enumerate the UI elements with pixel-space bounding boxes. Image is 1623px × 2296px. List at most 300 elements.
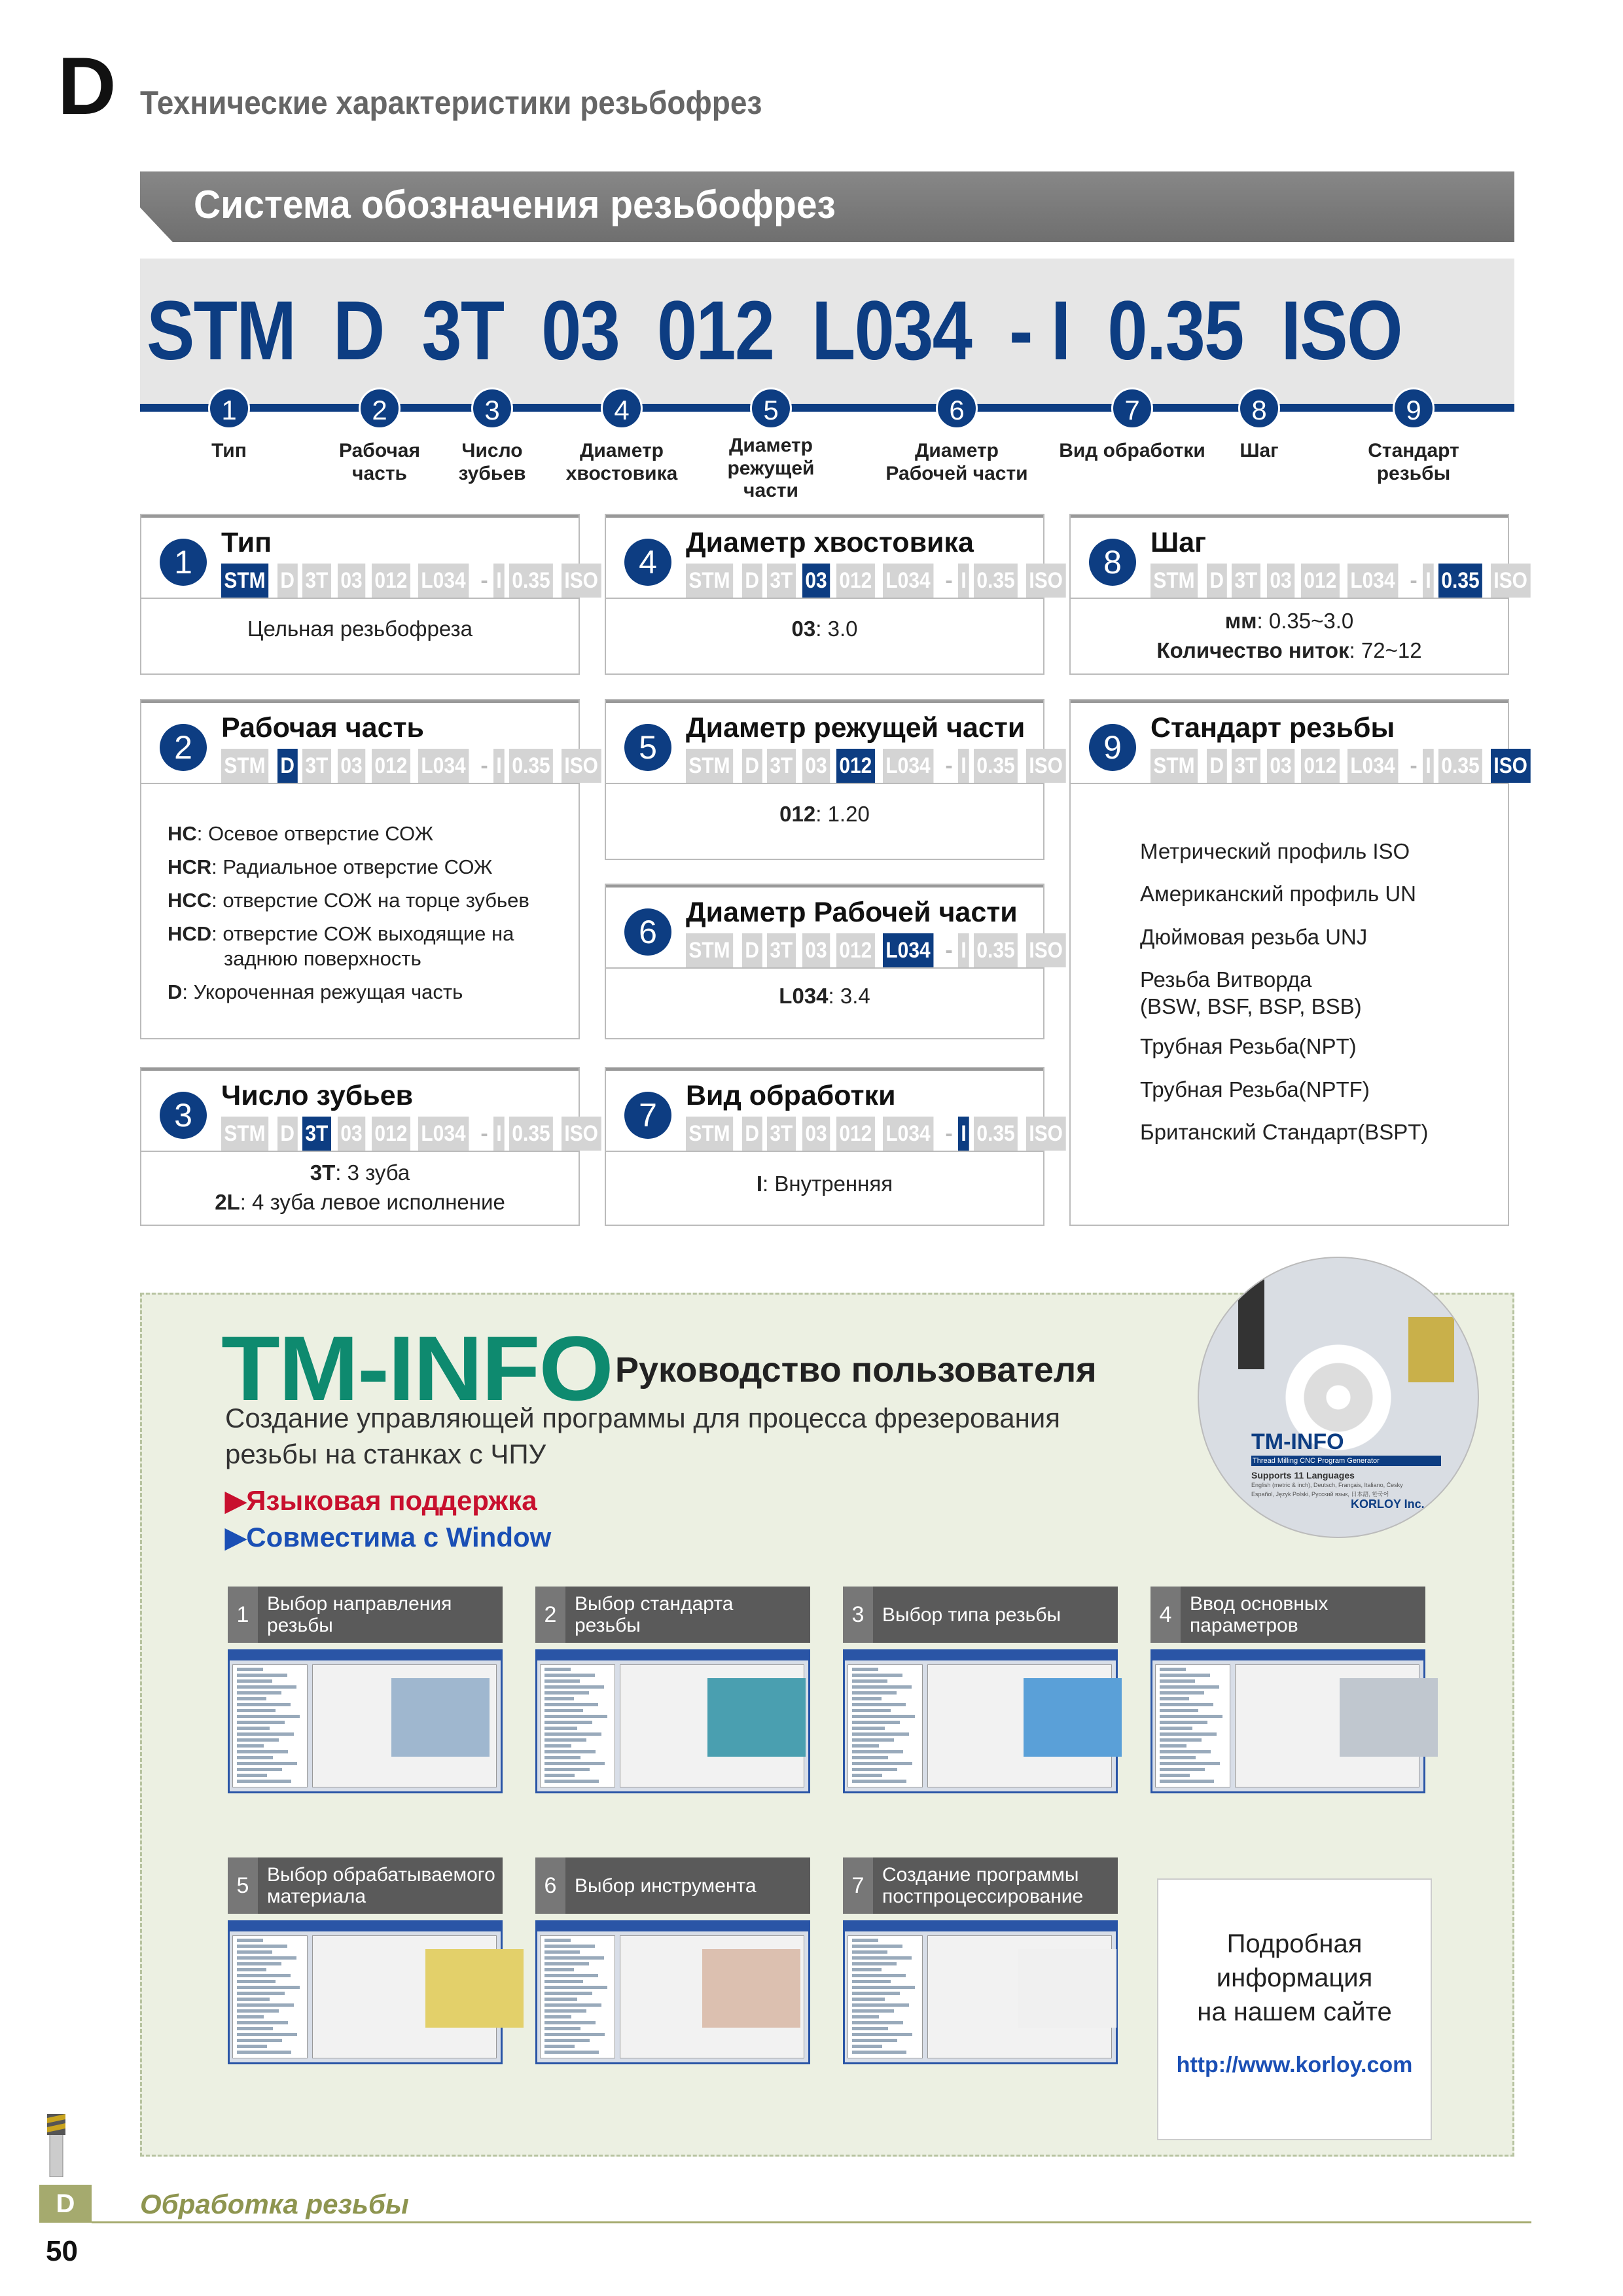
window-titlebar (1152, 1651, 1423, 1660)
tree-row (544, 1756, 580, 1759)
card-title: Вид обработки (686, 1080, 896, 1111)
code-segment: ISO (1026, 564, 1065, 598)
tree-row (852, 2027, 888, 2030)
value-text: : 1.20 (815, 802, 870, 826)
preview-image (707, 1678, 806, 1757)
code-dash: - (945, 568, 953, 593)
feature-windows: ▶Совместима с Window (225, 1522, 552, 1552)
code-dash: - (1410, 753, 1418, 778)
footer-title: Обработка резьбы (140, 2189, 409, 2219)
card-body (141, 1158, 579, 1217)
content-pane (312, 1935, 497, 2058)
step-5 (228, 1857, 503, 1914)
step-number: 2 (535, 1587, 565, 1643)
tree-row (852, 2039, 897, 2042)
tree-row (1160, 1774, 1190, 1777)
code-dash: - (945, 1121, 953, 1146)
card-c4 (605, 514, 1063, 675)
code-segment: 0.35 (974, 1117, 1018, 1151)
tree-row (1160, 1780, 1214, 1783)
code-segment: D (1207, 564, 1226, 598)
code-marker-2: 2 (359, 387, 401, 429)
code-segment: 012 (836, 749, 875, 783)
window-titlebar (230, 1651, 501, 1660)
tree-row (852, 1962, 897, 1965)
code-segment: I (1423, 564, 1434, 598)
item-text: : Радиальное отверстие СОЖ (211, 855, 493, 879)
code-segment: ISO (1026, 749, 1065, 783)
tree-row (237, 1727, 270, 1730)
tree-row (852, 1715, 915, 1718)
footer-divider (92, 2221, 1531, 2223)
step-7 (843, 1857, 1118, 1914)
step-label: Выбор типа резьбы (882, 1604, 1061, 1626)
card-header (606, 700, 1063, 784)
tree-row (852, 1744, 879, 1748)
card-body (606, 1170, 1043, 1199)
tree-row (237, 1750, 288, 1753)
tree-row (1160, 1768, 1205, 1771)
tree-row (544, 1780, 599, 1783)
tree-row (544, 1968, 574, 1971)
tree-row (237, 1679, 272, 1683)
tree-row (544, 1768, 590, 1771)
code-segment: 0.35 (974, 933, 1018, 967)
card-c2 (140, 699, 598, 1039)
card-number: 9 (1089, 724, 1136, 771)
tree-row (852, 1986, 915, 1989)
tree-row (852, 1697, 882, 1700)
page-title: Технические характеристики резьбофрез (140, 84, 762, 121)
code-segment: 3T (767, 1117, 796, 1151)
tree-row (544, 1950, 580, 1954)
card-header (1071, 515, 1527, 599)
card-number: 6 (624, 908, 671, 956)
tree-row (544, 1945, 595, 1948)
code-segment: 0.35 (509, 564, 553, 598)
item-key: HCC (168, 889, 212, 912)
tm-info-subtitle: Руководство пользователя (615, 1350, 1097, 1390)
item-text: : отверстие СОЖ выходящие на (211, 922, 514, 946)
tree-row (237, 1939, 263, 1942)
tree-row (544, 1715, 607, 1718)
card-header (606, 885, 1063, 969)
tree-row (852, 1679, 887, 1683)
code-strip (686, 749, 1071, 783)
tree-row (237, 1950, 272, 1954)
list-item (168, 942, 579, 975)
band-title: Система обозначения резьбофрез (194, 183, 836, 226)
teeth-3t (141, 1158, 579, 1188)
list-item (168, 850, 579, 884)
card-title: Шаг (1150, 527, 1207, 558)
step-screenshot (535, 1920, 810, 2064)
card-body (141, 615, 579, 644)
tree-row (544, 1703, 598, 1706)
tree-row (852, 2003, 909, 2007)
card-header (1071, 700, 1527, 784)
code-segment: 012 (836, 564, 875, 598)
tree-row (852, 1738, 894, 1742)
code-strip (686, 933, 1071, 967)
tree-row (852, 1974, 906, 1977)
code-underline (140, 404, 1514, 412)
value-key: L034 (779, 984, 829, 1008)
tree-row (237, 1732, 294, 1736)
step-3 (843, 1587, 1118, 1643)
code-segment: STM (686, 564, 733, 598)
code-segment: 012 (372, 564, 410, 598)
code-segment: ISO (562, 1117, 601, 1151)
disc-brand: KORLOY Inc. (1351, 1498, 1425, 1511)
disc-line2: Supports 11 Languages (1251, 1470, 1355, 1480)
item-text: заднюю поверхность (224, 946, 421, 970)
tm-info-logo: TM-INFO (221, 1317, 613, 1420)
tree-row (237, 1956, 296, 1960)
code-segment: D (742, 564, 762, 598)
code-segment: 3T (767, 933, 796, 967)
card-body (1071, 607, 1508, 665)
step-2 (535, 1587, 810, 1643)
card-body (1140, 838, 1508, 1161)
item-text: : Осевое отверстие СОЖ (196, 822, 434, 845)
list-item (168, 817, 579, 850)
card-header (606, 1068, 1063, 1152)
tool-icon (41, 2114, 72, 2177)
code-label-7: Вид обработки (1059, 440, 1205, 461)
code-segment: ISO (562, 564, 601, 598)
tree-row (237, 1744, 264, 1748)
code-strip (1150, 749, 1535, 783)
step-number: 3 (843, 1587, 873, 1643)
card-number: 3 (160, 1092, 207, 1139)
tree-row (237, 1685, 296, 1689)
code-marker-8: 8 (1238, 387, 1280, 429)
disc-logo: TM-INFO (1251, 1429, 1344, 1454)
tree-row (237, 2051, 291, 2054)
tree-row (1160, 1732, 1217, 1736)
preview-image (391, 1678, 490, 1757)
item-text: : отверстие СОЖ на торце зубьев (211, 889, 529, 912)
step-number: 6 (535, 1857, 565, 1914)
tree-row (237, 1945, 287, 1948)
tree-row (544, 2009, 586, 2013)
content-pane (927, 1935, 1112, 2058)
tree-row (544, 1691, 589, 1695)
tree-row (544, 1750, 596, 1753)
tree-row (1160, 1762, 1220, 1765)
code-segment: STM (221, 564, 268, 598)
tree-row (1160, 1674, 1210, 1677)
tree-row (852, 1768, 897, 1771)
value-text: : 3.0 (815, 617, 858, 641)
tree-row (852, 1939, 878, 1942)
code-segment: 012 (836, 1117, 875, 1151)
tree-row (852, 1685, 912, 1689)
tree-row (237, 1756, 273, 1759)
tree-row (237, 1962, 281, 1965)
code-segment: I (493, 1117, 505, 1151)
tree-row (237, 1721, 285, 1724)
preview-image (702, 1949, 800, 2028)
code-segment: 012 (1301, 564, 1340, 598)
code-segment: ISO (1491, 564, 1530, 598)
card-header (141, 700, 598, 784)
tree-row (1160, 1715, 1222, 1718)
step-1 (228, 1587, 503, 1643)
tree-row (544, 1956, 604, 1960)
tree-row (544, 2045, 575, 2048)
code-segment: L034 (883, 749, 933, 783)
code-segment: ISO (1026, 1117, 1065, 1151)
step-label: Выбор инструмента (575, 1874, 757, 1897)
code-strip (221, 749, 606, 783)
tree-row (544, 1727, 577, 1730)
value-text: : Внутренняя (762, 1172, 893, 1196)
tree-row (852, 1945, 902, 1948)
tool-image (1238, 1271, 1264, 1369)
feature-language: ▶Языковая поддержка (225, 1485, 537, 1516)
tree-row (237, 1668, 263, 1671)
code-dash: - (480, 1121, 488, 1146)
code-segment: L034 (883, 933, 933, 967)
window-titlebar (537, 1651, 808, 1660)
card-header (606, 515, 1063, 599)
step-screenshot (228, 1920, 503, 2064)
code-segment: D (742, 749, 762, 783)
code-segment: 0.35 (1438, 564, 1482, 598)
preview-image (1018, 1949, 1116, 2028)
code-dash: - (945, 753, 953, 778)
tree-row (237, 1998, 270, 2001)
disc-line4: Español, Język Polski, Русский язык, 日本語, 한국어 (1251, 1491, 1389, 1498)
content-pane (620, 1664, 804, 1787)
tree-row (1160, 1691, 1204, 1695)
card-body (168, 817, 579, 1009)
tree-row (544, 1679, 580, 1683)
tree-row (852, 1732, 909, 1736)
tree-row (237, 2027, 273, 2030)
card-c5 (605, 699, 1063, 860)
tree-row (544, 1744, 571, 1748)
tree-row (544, 1939, 571, 1942)
code-segment: STM (686, 749, 733, 783)
card-title: Диаметр Рабочей части (686, 897, 1018, 928)
code-segment: ISO (1026, 933, 1065, 967)
tree-row (1160, 1697, 1189, 1700)
standard-item: Дюймовая резьба UNJ (1140, 924, 1368, 949)
code-segment: I (1423, 749, 1434, 783)
tree-row (237, 1674, 287, 1677)
tree-row (544, 1986, 607, 1989)
card-value (606, 982, 1043, 1011)
code-segment: 0.35 (1438, 749, 1482, 783)
code-label-8: Шаг (1240, 440, 1279, 461)
tree-panel (232, 1664, 308, 1787)
code-segment: L034 (1347, 564, 1398, 598)
code-segment: 3T (302, 564, 331, 598)
code-label-1: Тип (211, 440, 247, 461)
tree-row (852, 1727, 885, 1730)
code-segment: ISO (1491, 749, 1530, 783)
code-marker-3: 3 (471, 387, 513, 429)
code-segment: D (1207, 749, 1226, 783)
window-titlebar (230, 1922, 501, 1931)
card-number: 2 (160, 724, 207, 771)
value-key: Количество ниток (1156, 637, 1349, 662)
code-segment: 03 (802, 564, 830, 598)
standard-item: Британский Стандарт(BSPT) (1140, 1119, 1429, 1144)
card-number: 5 (624, 724, 671, 771)
code-segment: 03 (802, 933, 830, 967)
code-segment: 012 (1301, 749, 1340, 783)
tree-row (852, 1992, 900, 1995)
tree-row (237, 1968, 266, 1971)
window-titlebar (845, 1651, 1116, 1660)
card-header (141, 1068, 598, 1152)
value-text: : 3 зуба (335, 1160, 410, 1185)
tree-row (852, 1703, 906, 1706)
code-segment: D (742, 1117, 762, 1151)
item-text: : Укороченная режущая часть (182, 980, 463, 1003)
tree-row (237, 1703, 291, 1706)
tree-row (544, 1962, 589, 1965)
code-strip (686, 1117, 1071, 1151)
tree-row (852, 2051, 906, 2054)
tree-row (852, 1774, 882, 1777)
tree-row (544, 1668, 571, 1671)
card-title: Диаметр режущей части (686, 712, 1026, 744)
code-segment: 03 (1267, 749, 1294, 783)
code-segment: D (277, 564, 297, 598)
code-segment: L034 (418, 749, 469, 783)
teeth-2l (141, 1188, 579, 1217)
value-key: 03 (791, 617, 816, 641)
tree-row (237, 2021, 288, 2024)
disc-line3: English (metric & inch), Deutsch, Français, Italiano, Česky (1251, 1482, 1403, 1488)
code-segment: 0.35 (974, 564, 1018, 598)
tree-row (852, 1709, 891, 1712)
step-screenshot (228, 1649, 503, 1793)
tree-row (237, 1697, 266, 1700)
card-c8 (1069, 514, 1527, 675)
content-pane (927, 1664, 1112, 1787)
tree-row (1160, 1703, 1213, 1706)
item-key: HCD (168, 922, 212, 946)
code-segment: STM (686, 1117, 733, 1151)
tree-row (544, 1685, 604, 1689)
pitch-mm (1071, 607, 1508, 636)
tree-row (852, 1750, 903, 1753)
tree-row (852, 1668, 878, 1671)
footer-section-letter: D (39, 2185, 92, 2223)
tree-row (1160, 1727, 1192, 1730)
tree-row (852, 1762, 912, 1765)
item-key: HC (168, 822, 197, 845)
code-marker-9: 9 (1393, 387, 1435, 429)
code-marker-7: 7 (1111, 387, 1153, 429)
step-screenshot (535, 1649, 810, 1793)
tree-row (237, 2003, 294, 2007)
tree-row (544, 1762, 605, 1765)
code-segment: L034 (883, 1117, 933, 1151)
step-number: 7 (843, 1857, 873, 1914)
code-label-3: Число зубьев (458, 440, 526, 484)
tree-row (544, 1774, 575, 1777)
website-link[interactable]: http://www.korloy.com (1176, 2053, 1413, 2077)
tree-row (237, 1780, 291, 1783)
tree-row (852, 2021, 903, 2024)
tree-panel (1155, 1664, 1230, 1787)
code-label-9: Стандарт резьбы (1368, 440, 1459, 484)
code-segment: STM (1150, 564, 1198, 598)
item-key: HCR (168, 855, 212, 879)
code-segment: STM (686, 933, 733, 967)
code-segment: 0.35 (974, 749, 1018, 783)
tree-row (237, 2045, 267, 2048)
value-text: : 3.4 (828, 984, 870, 1008)
code-segment: 03 (802, 1117, 830, 1151)
code-segment: ISO (562, 749, 601, 783)
pitch-tpi (1071, 636, 1508, 666)
tree-row (852, 1721, 900, 1724)
card-body (606, 615, 1043, 644)
card-title: Тип (221, 527, 272, 558)
preview-image (425, 1949, 524, 2028)
code-segment: I (493, 564, 505, 598)
code-segment: 0.35 (509, 749, 553, 783)
tree-row (852, 1691, 897, 1695)
tree-row (1160, 1721, 1207, 1724)
preview-image (1340, 1678, 1438, 1757)
tree-row (544, 2021, 596, 2024)
tree-row (237, 1691, 281, 1695)
content-pane (1235, 1664, 1419, 1787)
tree-row (237, 2009, 279, 2013)
value-key: 012 (779, 802, 816, 826)
card-value (606, 1170, 1043, 1199)
card-value (606, 615, 1043, 644)
tree-row (852, 1674, 902, 1677)
value-text: : 72~12 (1349, 637, 1422, 662)
tree-row (237, 2033, 297, 2036)
card-text: Цельная резьбофреза (247, 617, 473, 641)
code-segment: D (277, 1117, 297, 1151)
standard-item: Американский профиль UN (1140, 882, 1416, 906)
step-label: Создание программы постпроцессирование (882, 1864, 1084, 1907)
code-segment: 03 (338, 564, 365, 598)
tree-panel (540, 1935, 615, 2058)
tree-row (544, 2051, 599, 2054)
tree-panel (232, 1935, 308, 2058)
tree-row (1160, 1750, 1211, 1753)
tree-row (544, 1697, 574, 1700)
code-segment: I (958, 933, 969, 967)
tree-panel (540, 1664, 615, 1787)
code-strip (221, 1117, 606, 1151)
code-strip (1150, 564, 1535, 598)
tree-row (852, 2015, 879, 2018)
content-pane (620, 1935, 804, 2058)
code-segment: 0.35 (509, 1117, 553, 1151)
code-segment: D (277, 749, 297, 783)
tree-row (237, 1774, 267, 1777)
tree-row (237, 2039, 282, 2042)
code-segment: 03 (338, 1117, 365, 1151)
tree-row (852, 1950, 887, 1954)
code-label-6: Диаметр Рабочей части (885, 440, 1028, 484)
card-title: Диаметр хвостовика (686, 527, 974, 558)
